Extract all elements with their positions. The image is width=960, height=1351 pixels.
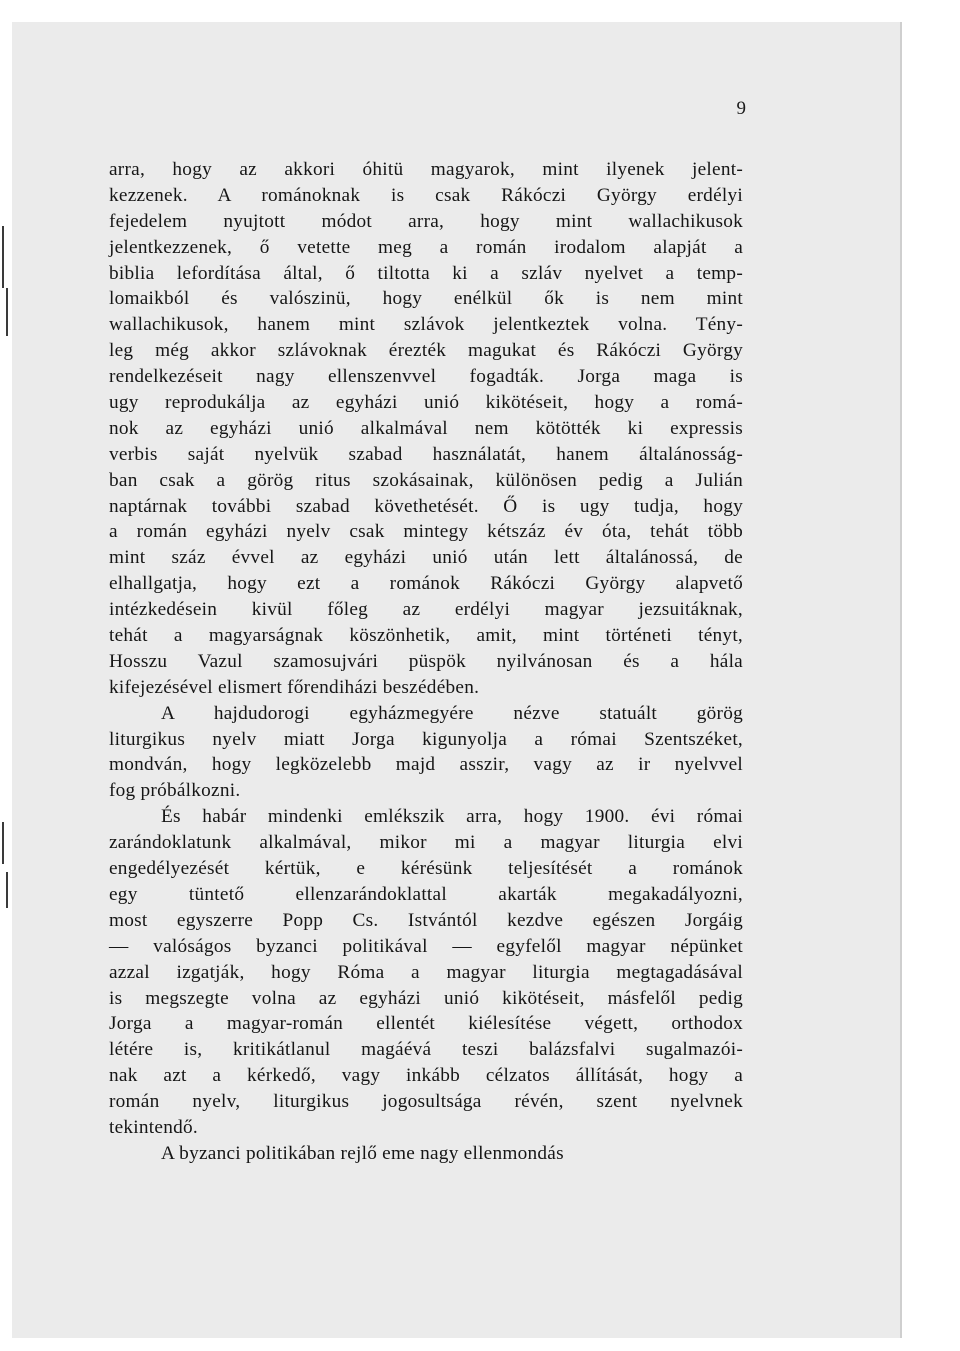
text-line: a román egyházi nyelv csak mintegy kétszáz év óta, tehát több (109, 521, 743, 543)
page-number: 9 (736, 98, 746, 119)
text-line: mint száz évvel az egyházi unió után lett általánossá, de (109, 547, 743, 569)
text-line: kifejezésével elismert főrendiházi beszédében. (109, 676, 480, 698)
text-line: fejedelem nyujtott módot arra, hogy mint wallachikusok (109, 210, 743, 232)
text-line: — valóságos byzanci politikával — egyfelől magyar népünket (109, 935, 743, 957)
text-line: rendelkezéseit nagy ellenszenvvel fogadták. Jorga maga is (109, 366, 743, 388)
text-line: ugy reprodukálja az egyházi unió kikötéseit, hogy a romá- (109, 392, 743, 414)
text-line: A byzanci politikában rejlő eme nagy ellenmondás (161, 1142, 564, 1164)
text-line: naptárnak további szabad követhetését. Ő is ugy tudja, hogy (109, 495, 743, 517)
paragraph (109, 701, 743, 805)
scan-edge-mark (2, 226, 4, 288)
text-line: is megszegte volna az egyházi unió kikötéseit, másfelől pedig (109, 987, 743, 1009)
text-line: fog próbálkozni. (109, 780, 241, 802)
text-line: most egyszerre Popp Cs. Istvántól kezdve egészen Jorgáig (109, 909, 743, 931)
text-line: A hajdudorogi egyházmegyére nézve statuált görög (161, 702, 743, 724)
text-line: azzal izgatják, hogy Róma a magyar liturgia megtagadásával (109, 961, 743, 983)
paragraph (109, 157, 743, 701)
text-line: lomaikból és valószinü, hogy enélkül ők is nem mint (109, 288, 743, 310)
text-line: arra, hogy az akkori óhitü magyarok, mint ilyenek jelent- (109, 159, 743, 180)
text-line: tehát a magyarságnak köszönhetik, amit, mint történeti tényt, (109, 625, 743, 647)
text-line: mondván, hogy legközelebb majd asszir, vagy az ir nyelvvel (109, 754, 743, 776)
text-line: létére is, kritikátlanul magáévá teszi balázsfalvi sugalmazói- (109, 1039, 743, 1061)
scan-edge-mark (2, 822, 4, 864)
text-line: Hosszu Vazul szamosujvári püspök nyilvánosan és a hála (109, 650, 743, 672)
body-text (109, 157, 743, 1167)
text-line: engedélyezését kértük, e kérésünk teljesítését a románok (109, 858, 743, 880)
paragraph (109, 1141, 743, 1167)
text-line: intézkedésein kivül főleg az erdélyi magyar jezsuitáknak, (109, 599, 743, 621)
text-line: ban csak a görög ritus szokásainak, különösen pedig a Julián (109, 469, 743, 491)
scan-edge-mark (6, 288, 8, 336)
text-line: nak azt a kérkedő, vagy inkább célzatos állítását, hogy a (109, 1065, 743, 1087)
text-line: liturgikus nyelv miatt Jorga kigunyolja a római Szentszéket, (109, 728, 743, 750)
text-line: nok az egyházi unió alkalmával nem kötötték ki expressis (109, 417, 743, 439)
text-line: verbis saját nyelvük szabad használatát, hanem általánosság- (109, 443, 743, 465)
paragraph (109, 804, 743, 1141)
text-line: román nyelv, liturgikus jogosultsága révén, szent nyelvnek (109, 1091, 743, 1113)
text-line: zarándoklatunk alkalmával, mikor mi a magyar liturgia elvi (109, 832, 743, 854)
scan-background (902, 0, 960, 1351)
text-line: jelentkezzenek, ő vetette meg a román irodalom alapját a (109, 236, 743, 258)
text-line: És habár mindenki emlékszik arra, hogy 1900. évi római (161, 806, 743, 828)
scan-edge-mark (6, 872, 8, 908)
text-line: elhallgatja, hogy ezt a románok Rákóczi György alapvető (109, 573, 743, 595)
text-line: tekintendő. (109, 1116, 198, 1138)
text-line: wallachikusok, hanem mint szlávok jelentkeztek volna. Tény- (109, 314, 743, 336)
text-line: biblia lefordítása által, ő tiltotta ki a szláv nyelvet a temp- (109, 262, 743, 284)
text-line: Jorga a magyar-román ellentét kiélesítése végett, orthodox (109, 1013, 743, 1035)
text-line: kezzenek. A románoknak is csak Rákóczi György erdélyi (109, 184, 743, 206)
text-line: egy tüntető ellenzarándoklattal akarták megakadályozni, (109, 883, 743, 905)
text-line: leg még akkor szlávoknak érezték magukat és Rákóczi György (109, 340, 743, 362)
